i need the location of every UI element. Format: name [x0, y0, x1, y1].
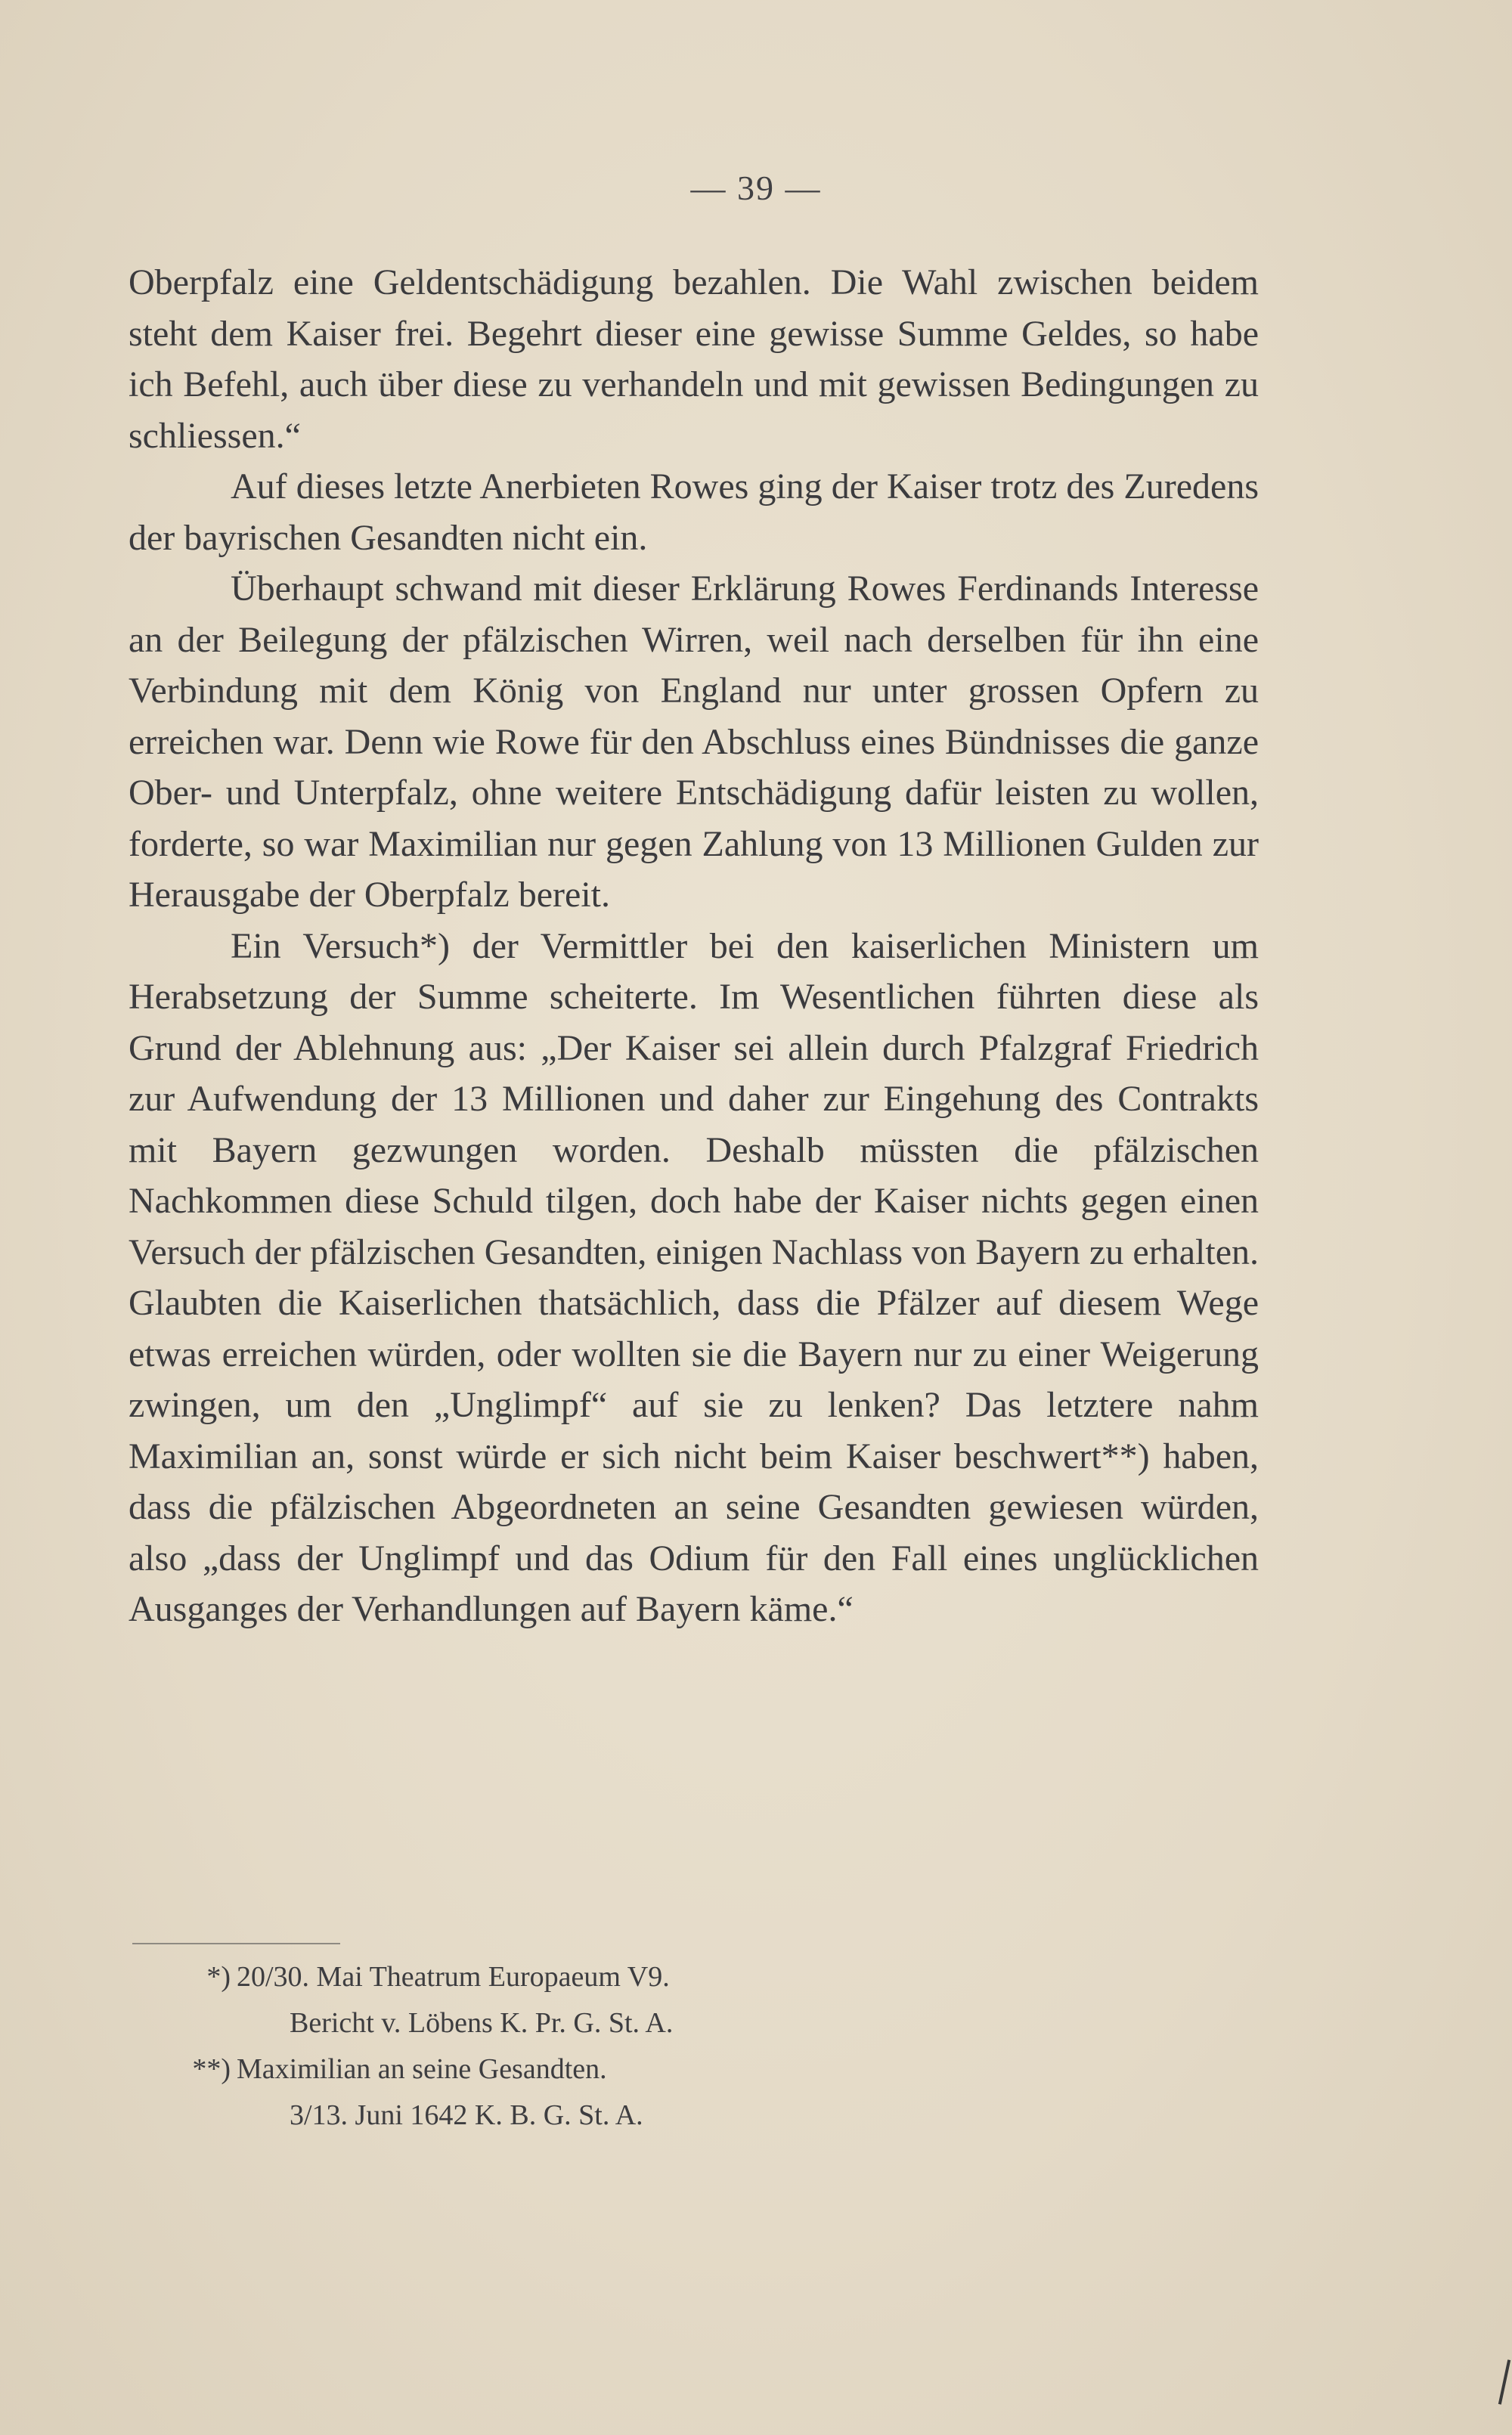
footnote-1-line-1: 20/30. Mai Theatrum Europaeum V9.: [237, 1961, 670, 1993]
paragraph-3: Überhaupt schwand mit dieser Erklärung Rowes Ferdinands Interesse an der Beilegung der pfälzischen Wirren, weil nach derselben für ihn eine Verbindung mit dem König von England nur unter grossen Opfern zu erreichen war. Denn wie Rowe für den Abschluss eines Bündnisses die ganze Ober- und Unterpfalz, ohne weitere Entschädigung dafür leisten zu wollen, forderte, so war Maximilian nur gegen Zahlung von 13 Millionen Gulden zur Herausgabe der Oberpfalz bereit.: [129, 568, 1259, 915]
footnote-2: [178, 2046, 1085, 2093]
footnote-1-continuation: [178, 2000, 1085, 2046]
footnote-2-mark: **): [192, 2053, 231, 2085]
paragraph-4: Ein Versuch*) der Vermittler bei den kaiserlichen Ministern um Herabsetzung der Summe scheiterte. Im Wesentlichen führten diese als Grund der Ablehnung aus: „Der Kaiser sei allein durch Pfalzgraf Friedrich zur Aufwendung der 13 Millionen und daher zur Eingehung des Contrakts mit Bayern gezwungen worden. Deshalb müssten die pfälzischen Nachkommen diese Schuld tilgen, doch habe der Kaiser nichts gegen einen Versuch der pfälzischen Gesandten, einigen Nachlass von Bayern zu erhalten. Glaubten die Kaiserlichen thatsächlich, dass die Pfälzer auf diesem Wege etwas erreichen würden, oder wollten sie die Bayern nur zu einer Weigerung zwingen, um den „Unglimpf“ auf sie zu lenken? Das letztere nahm Maximilian an, sonst würde er sich nicht beim Kaiser beschwert**) haben, dass die pfälzischen Abgeordneten an seine Gesandten gewiesen würden, also „dass der Unglimpf und das Odium für den Fall eines unglücklichen Ausganges der Verhandlungen auf Bayern käme.“: [129, 925, 1259, 1629]
footnote-divider: [132, 1943, 340, 1944]
footnote-1-line-2: Bericht v. Löbens K. Pr. G. St. A.: [290, 2007, 674, 2039]
footnote-1: [178, 1954, 1085, 2000]
page-edge-mark: [1498, 2359, 1510, 2405]
paragraph-2: Auf dieses letzte Anerbieten Rowes ging der Kaiser trotz des Zuredens der bayrischen Gesandten nicht ein.: [129, 466, 1259, 558]
body-text: [129, 257, 1259, 1635]
paragraph-1: Oberpfalz eine Geldentschädigung bezahlen. Die Wahl zwischen beidem steht dem Kaiser frei. Begehrt dieser eine gewisse Summe Geldes, so habe ich Befehl, auch über diese zu verhandeln und mit gewissen Bedingungen zu schliessen.“: [129, 262, 1259, 456]
footnote-1-mark: *): [206, 1961, 231, 1993]
footnote-2-line-2: 3/13. Juni 1642 K. B. G. St. A.: [290, 2099, 643, 2131]
footnote-2-line-1: Maximilian an seine Gesandten.: [237, 2053, 607, 2085]
page-number: — 39 —: [690, 169, 822, 207]
footnote-2-continuation: [178, 2093, 1085, 2139]
footnotes: [178, 1954, 1085, 2139]
